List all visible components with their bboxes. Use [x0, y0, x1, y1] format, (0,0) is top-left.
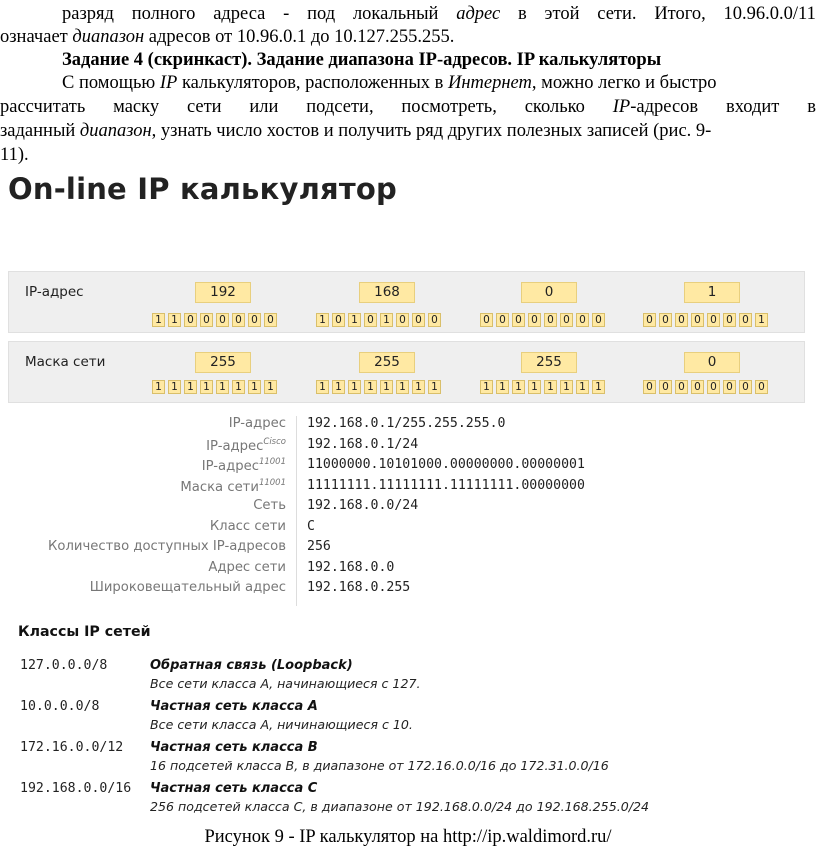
bit-toggle[interactable]: 0	[332, 313, 345, 327]
bit-toggle[interactable]: 1	[380, 313, 393, 327]
word: сколько	[524, 97, 585, 117]
bit-toggle[interactable]: 1	[528, 380, 541, 394]
class-name: Частная сеть класса B	[150, 740, 318, 755]
bit-toggle[interactable]: 0	[512, 313, 525, 327]
result-label: Класс сети	[209, 518, 286, 534]
result-row	[0, 560, 816, 580]
bit-toggle[interactable]: 0	[184, 313, 197, 327]
bit-toggle[interactable]: 1	[428, 380, 441, 394]
result-value: 192.168.0.0/24	[307, 498, 419, 513]
line2-text-a: означает	[0, 27, 73, 47]
class-network: 10.0.0.0/8	[20, 699, 100, 714]
bit-toggle[interactable]: 1	[152, 313, 165, 327]
mask-octet-1-input[interactable]: 255	[195, 352, 251, 373]
result-row	[0, 498, 816, 518]
bit-toggle[interactable]: 1	[480, 380, 493, 394]
netmask-panel	[8, 341, 805, 403]
bit-toggle[interactable]: 1	[396, 380, 409, 394]
word: разряд	[62, 4, 114, 24]
word: Итого,	[654, 4, 706, 24]
bit-toggle[interactable]: 0	[691, 380, 704, 394]
line2-text-c: адресов от 10.96.0.1 до 10.127.255.255.	[144, 27, 455, 47]
class-description: 16 подсетей класса B, в диапазоне от 172.16.0.0/16 до 172.31.0.0/16	[150, 758, 609, 773]
class-description: Все сети класса А, начинающиеся с 127.	[150, 676, 421, 691]
bit-toggle[interactable]: 0	[643, 380, 656, 394]
ip-class-row	[0, 740, 816, 776]
result-value: 11000000.10101000.00000000.00000001	[307, 457, 585, 472]
word: сети	[186, 97, 222, 117]
bit-toggle[interactable]: 0	[428, 313, 441, 327]
result-value: 192.168.0.0	[307, 559, 395, 575]
bit-toggle[interactable]: 0	[480, 313, 493, 327]
bit-toggle[interactable]: 1	[316, 380, 329, 394]
mask-octet-3-input[interactable]: 255	[521, 352, 577, 373]
bit-toggle[interactable]: 0	[691, 313, 704, 327]
word: входит	[725, 97, 780, 117]
ip-classes-title: Классы IP сетей	[18, 624, 151, 640]
ip-octet-1-input[interactable]: 192	[195, 282, 251, 303]
result-row	[0, 580, 816, 600]
line5-words	[0, 96, 816, 118]
line4-italic-ip: IP	[159, 73, 178, 93]
result-label: Количество доступных IP-адресов	[48, 539, 286, 554]
class-description: 256 подсетей класса C, в диапазоне от 192.168.0.0/24 до 192.168.255.0/24	[150, 799, 649, 814]
ip-address-label: IP-адрес	[25, 284, 84, 300]
ip-bits-group	[316, 313, 441, 327]
bit-toggle[interactable]: 1	[168, 380, 181, 394]
bit-toggle[interactable]: 0	[528, 313, 541, 327]
bit-toggle[interactable]: 0	[560, 313, 573, 327]
mask-octet-2-input[interactable]: 255	[359, 352, 415, 373]
bit-toggle[interactable]: 0	[544, 313, 557, 327]
mask-bits-group	[480, 380, 605, 394]
word: сети.	[597, 4, 637, 24]
word: под	[307, 4, 336, 24]
bit-toggle[interactable]: 1	[496, 380, 509, 394]
class-name: Частная сеть класса А	[150, 699, 318, 714]
bit-toggle[interactable]: 0	[216, 313, 229, 327]
paragraph-line-1	[0, 3, 816, 25]
paragraph-line-5	[0, 96, 816, 118]
bit-toggle[interactable]: 1	[184, 380, 197, 394]
word: в	[518, 4, 527, 24]
bit-toggle[interactable]: 0	[675, 380, 688, 394]
bit-toggle[interactable]: 1	[216, 380, 229, 394]
bit-toggle[interactable]: 1	[232, 380, 245, 394]
result-value: 11111111.11111111.11111111.00000000	[307, 477, 585, 493]
bit-toggle[interactable]: 0	[739, 313, 752, 327]
bit-toggle[interactable]: 0	[739, 380, 752, 394]
bit-toggle[interactable]: 0	[755, 380, 768, 394]
class-name: Частная сеть класса C	[150, 781, 318, 796]
ip-bits-group	[643, 313, 768, 327]
bit-toggle[interactable]: 0	[723, 380, 736, 394]
bit-toggle[interactable]: 0	[707, 380, 720, 394]
result-label: Сеть	[253, 498, 286, 513]
result-value: 192.168.0.1/24	[307, 436, 419, 452]
word: маску	[113, 97, 160, 117]
bit-toggle[interactable]: 0	[592, 313, 605, 327]
ip-class-row	[0, 658, 816, 694]
word: посмотреть,	[401, 97, 497, 117]
class-network: 192.168.0.0/16	[20, 781, 132, 796]
bit-toggle[interactable]: 0	[364, 313, 377, 327]
ip-bits-group	[480, 313, 605, 327]
word: адрес	[456, 4, 501, 24]
ip-class-row	[0, 699, 816, 735]
line6-italic: диапазон	[79, 121, 152, 141]
figure-caption: Рисунок 9 - IP калькулятор на http://ip.waldimord.ru/	[204, 827, 612, 847]
paragraph-line-2	[0, 26, 816, 48]
word: подсети,	[306, 97, 374, 117]
task-heading: Задание 4 (скринкаст). Задание диапазона IP-адресов. IP калькуляторы	[62, 50, 662, 70]
bit-toggle[interactable]: 1	[755, 313, 768, 327]
bit-toggle[interactable]: 0	[396, 313, 409, 327]
bit-toggle[interactable]: 1	[576, 380, 589, 394]
ip-octet-3-input[interactable]: 0	[521, 282, 577, 303]
paragraph-line-7: 11).	[0, 145, 29, 165]
paragraph-line-4	[0, 72, 816, 94]
calculator-title: On-line IP калькулятор	[8, 172, 397, 206]
bit-toggle[interactable]: 1	[544, 380, 557, 394]
line4-italic-internet: Интернет	[448, 73, 532, 93]
mask-bits-group	[152, 380, 277, 394]
bit-toggle[interactable]: 0	[248, 313, 261, 327]
result-row	[0, 519, 816, 539]
result-row	[0, 416, 816, 436]
word: адреса	[213, 4, 266, 24]
bit-toggle[interactable]: 1	[364, 380, 377, 394]
bit-toggle[interactable]: 0	[264, 313, 277, 327]
line6-text-c: , узнать число хостов и получить ряд других полезных записей (рис. 9-	[151, 121, 712, 141]
bit-toggle[interactable]: 1	[380, 380, 393, 394]
bit-toggle[interactable]: 0	[643, 313, 656, 327]
bit-toggle[interactable]: 1	[332, 380, 345, 394]
bit-toggle[interactable]: 0	[576, 313, 589, 327]
bit-toggle[interactable]: 1	[248, 380, 261, 394]
word: рассчитать	[0, 97, 86, 117]
result-label: IP-адрес$^{11001}$	[201, 457, 286, 474]
class-network: 172.16.0.0/12	[20, 740, 124, 755]
ip-octet-2-input[interactable]: 168	[359, 282, 415, 303]
result-row	[0, 457, 816, 477]
result-value: 192.168.0.255	[307, 580, 411, 595]
bit-toggle[interactable]: 0	[200, 313, 213, 327]
class-network: 127.0.0.0/8	[20, 658, 108, 673]
word: IP-адресов	[612, 97, 699, 117]
bit-toggle[interactable]: 1	[152, 380, 165, 394]
bit-toggle[interactable]: 1	[316, 313, 329, 327]
bit-toggle[interactable]: 1	[168, 313, 181, 327]
result-value: 192.168.0.1/255.255.255.0	[307, 416, 506, 431]
result-label: IP-адрес	[228, 416, 286, 431]
ip-bits-group	[152, 313, 277, 327]
line4-text-c: калькуляторов, расположенных в	[177, 73, 448, 93]
line4-text-e: , можно легко и быстро	[531, 73, 717, 93]
line6-text-a: заданный	[0, 121, 80, 141]
mask-octet-4-input[interactable]: 0	[684, 352, 740, 373]
netmask-label: Маска сети	[25, 354, 106, 370]
bit-toggle[interactable]: 0	[232, 313, 245, 327]
bit-toggle[interactable]: 0	[659, 380, 672, 394]
bit-toggle[interactable]: 1	[200, 380, 213, 394]
word: этой	[544, 4, 580, 24]
ip-class-row	[0, 781, 816, 817]
word: или	[249, 97, 279, 117]
line2-italic: диапазон	[72, 27, 145, 47]
class-description: Все сети класса А, ничинающиеся с 10.	[150, 717, 413, 732]
bit-toggle[interactable]: 0	[659, 313, 672, 327]
result-value: 256	[307, 539, 331, 554]
word: полного	[131, 4, 196, 24]
result-row	[0, 539, 816, 559]
result-label: IP-адрес$^{Cisco}$	[206, 436, 286, 454]
bit-toggle[interactable]: 0	[675, 313, 688, 327]
bit-toggle[interactable]: 0	[723, 313, 736, 327]
mask-bits-group	[643, 380, 768, 394]
word: -	[283, 4, 290, 24]
result-row	[0, 478, 816, 498]
class-name: Обратная связь (Loopback)	[150, 658, 353, 673]
bit-toggle[interactable]: 0	[412, 313, 425, 327]
result-value: C	[307, 518, 315, 534]
mask-bits-group	[316, 380, 441, 394]
bit-toggle[interactable]: 1	[592, 380, 605, 394]
bit-toggle[interactable]: 1	[348, 313, 361, 327]
bit-toggle[interactable]: 1	[264, 380, 277, 394]
result-row	[0, 437, 816, 457]
result-label: Широковещательный адрес	[89, 580, 286, 595]
word: локальный	[352, 4, 439, 24]
bit-toggle[interactable]: 0	[496, 313, 509, 327]
word: 10.96.0.0/11	[723, 4, 816, 24]
bit-toggle[interactable]: 1	[348, 380, 361, 394]
bit-toggle[interactable]: 1	[560, 380, 573, 394]
result-label: Маска сети$^{11001}$	[180, 477, 286, 495]
word: в	[807, 97, 816, 117]
bit-toggle[interactable]: 1	[412, 380, 425, 394]
bit-toggle[interactable]: 0	[707, 313, 720, 327]
ip-octet-4-input[interactable]: 1	[684, 282, 740, 303]
result-label: Адрес сети	[208, 559, 286, 575]
bit-toggle[interactable]: 1	[512, 380, 525, 394]
ip-address-panel	[8, 271, 805, 333]
line1-words	[62, 3, 816, 25]
line4-text-a: С помощью	[62, 73, 160, 93]
paragraph-line-6	[0, 120, 816, 142]
